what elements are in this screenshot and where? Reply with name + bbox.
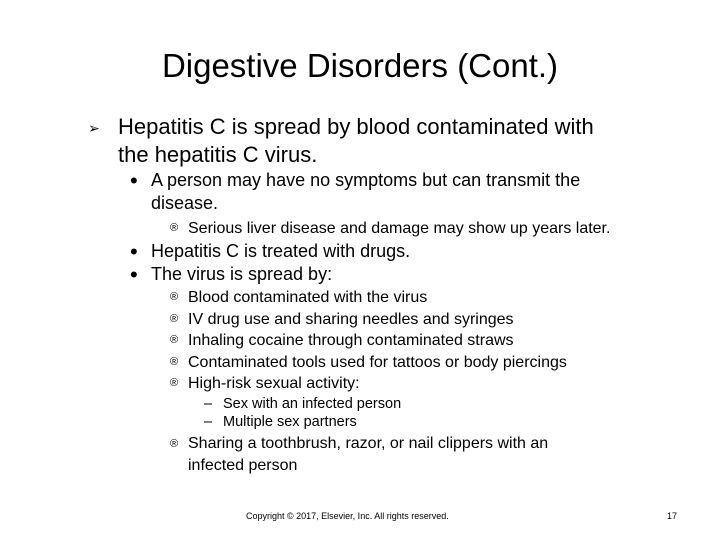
bullet-hepatitis-spread-line1: Hepatitis C is spread by blood contaminated with — [118, 114, 594, 139]
copyright-footer: Copyright © 2017, Elsevier, Inc. All rights reserved. — [246, 511, 449, 521]
bullet-blood-contaminated: Blood contaminated with the virus — [188, 289, 428, 306]
bullet-no-symptoms-line1: A person may have no symptoms but can transmit the — [151, 170, 581, 190]
dot-bullet-icon: • — [130, 168, 138, 193]
registered-bullet-icon: ® — [170, 222, 179, 234]
bullet-contaminated-tools: Contaminated tools used for tattoos or body piercings — [188, 354, 567, 371]
dot-bullet-icon: • — [130, 262, 138, 287]
bullet-inhaling-cocaine: Inhaling cocaine through contaminated straws — [188, 332, 514, 349]
dash-bullet-icon: – — [204, 414, 213, 430]
registered-bullet-icon: ® — [170, 291, 179, 303]
bullet-hepatitis-spread-line2: the hepatitis C virus. — [118, 142, 318, 167]
registered-bullet-icon: ® — [170, 377, 179, 389]
registered-bullet-icon: ® — [170, 313, 179, 325]
dash-bullet-icon: – — [204, 396, 213, 412]
bullet-sharing-line1: Sharing a toothbrush, razor, or nail clippers with an — [188, 435, 549, 452]
page-number: 17 — [667, 511, 678, 521]
dot-bullet-icon: • — [130, 239, 138, 264]
bullet-high-risk-sexual-activity: High-risk sexual activity: — [188, 375, 360, 392]
bullet-spread-by: The virus is spread by: — [151, 264, 333, 284]
bullet-sharing-line2: infected person — [188, 457, 298, 474]
registered-bullet-icon: ® — [170, 438, 179, 450]
bullet-serious-liver-disease: Serious liver disease and damage may show up years later. — [188, 220, 611, 237]
slide-title: Digestive Disorders (Cont.) — [161, 47, 559, 84]
bullet-multiple-partners: Multiple sex partners — [223, 414, 357, 430]
bullet-treated-with-drugs: Hepatitis C is treated with drugs. — [151, 241, 411, 261]
bullet-sex-infected-person: Sex with an infected person — [223, 396, 402, 412]
registered-bullet-icon: ® — [170, 334, 179, 346]
registered-bullet-icon: ® — [170, 356, 179, 368]
bullet-no-symptoms-line2: disease. — [151, 193, 219, 213]
arrow-bullet-icon: ➢ — [88, 120, 100, 136]
bullet-iv-drug-use: IV drug use and sharing needles and syringes — [188, 311, 514, 328]
